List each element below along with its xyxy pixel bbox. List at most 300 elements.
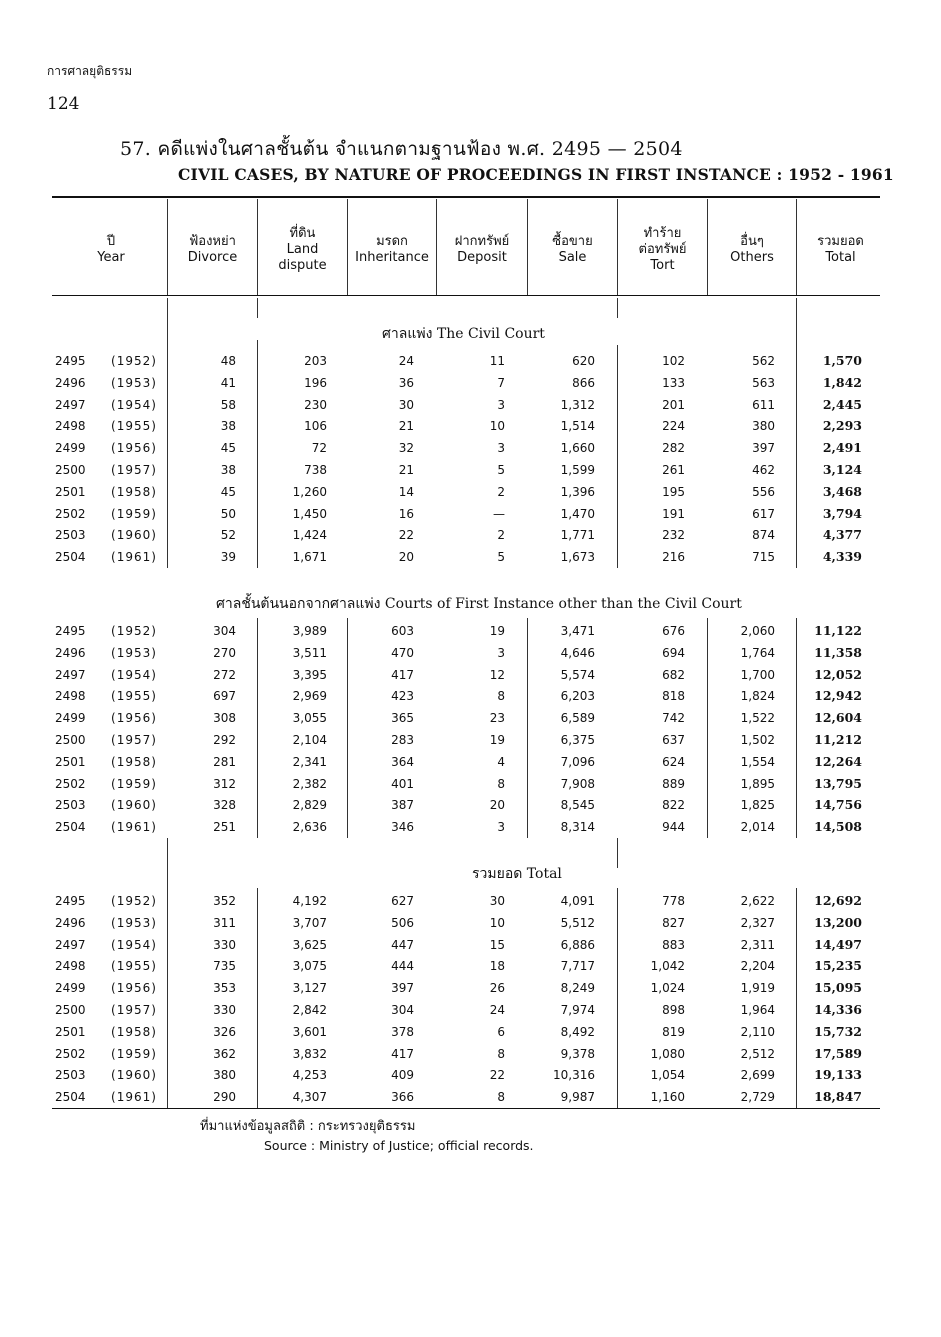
cell-total: 14,756	[814, 797, 862, 813]
cell-divorce: 697	[213, 689, 236, 704]
cell-others: 2,512	[740, 1046, 775, 1061]
cell-deposit: 8	[497, 776, 505, 791]
cell-others: 2,729	[740, 1090, 775, 1105]
cell-inheritance: 16	[398, 506, 414, 521]
cell-inheritance: 397	[391, 981, 414, 996]
header-others-thai: อื่นๆ	[740, 234, 764, 249]
cell-deposit: 3	[497, 441, 505, 456]
table-row	[0, 955, 941, 977]
cell-inheritance: 378	[391, 1024, 414, 1039]
cell-divorce: 328	[213, 798, 236, 813]
cell-others: 1,919	[740, 981, 775, 996]
table-row	[0, 890, 941, 912]
cell-others: 2,327	[740, 915, 775, 930]
cell-total: 12,942	[814, 688, 862, 704]
header-deposit-english: Deposit	[457, 250, 507, 265]
header-tort-thai-line2: ต่อทรัพย์	[638, 242, 687, 257]
table-row	[0, 1064, 941, 1086]
cell-divorce: 292	[213, 733, 236, 747]
cell-sale: 5,574	[560, 667, 595, 682]
table-row	[0, 481, 941, 503]
cell-total: 3,124	[822, 462, 862, 477]
cell-year: 2498	[55, 419, 86, 434]
cell-inheritance: 283	[391, 733, 414, 747]
cell-inheritance: 304	[391, 1003, 414, 1017]
cell-land-dispute: 738	[304, 463, 327, 477]
cell-ce-year: (1957)	[111, 733, 157, 747]
cell-year: 2496	[55, 645, 86, 660]
cell-total: 15,732	[814, 1023, 862, 1039]
cell-total: 13,795	[814, 775, 862, 791]
cell-others: 562	[752, 354, 775, 368]
cell-sale: 6,589	[560, 711, 595, 726]
cell-year: 2495	[55, 894, 86, 908]
table-row	[0, 437, 941, 459]
cell-deposit: 24	[489, 1003, 505, 1017]
cell-land-dispute: 3,127	[292, 981, 327, 996]
cell-year: 2495	[55, 624, 86, 638]
cell-tort: 1,054	[650, 1068, 685, 1083]
cell-tort: 818	[662, 689, 685, 704]
cell-tort: 102	[662, 354, 685, 368]
cell-ce-year: (1952)	[111, 894, 157, 908]
cell-deposit: 2	[497, 528, 505, 543]
cell-sale: 1,673	[560, 550, 595, 565]
cell-tort: 827	[662, 915, 685, 930]
cell-land-dispute: 3,055	[292, 711, 327, 726]
cell-divorce: 270	[213, 645, 236, 660]
cell-tort: 1,042	[650, 959, 685, 974]
section-title-other-courts: ศาลชั้นต้นนอกจากศาลแพ่ง Courts of First Instance other than the Civil Court	[216, 596, 742, 612]
cell-ce-year: (1960)	[111, 1068, 157, 1083]
cell-year: 2498	[55, 689, 86, 704]
cell-year: 2500	[55, 733, 86, 747]
cell-deposit: 19	[489, 624, 505, 638]
cell-sale: 1,599	[560, 463, 595, 477]
cell-land-dispute: 72	[311, 441, 327, 456]
cell-year: 2501	[55, 1024, 86, 1039]
cell-divorce: 281	[213, 754, 236, 769]
cell-tort: 624	[662, 754, 685, 769]
cell-year: 2502	[55, 506, 86, 521]
cell-others: 617	[752, 506, 775, 521]
table-row	[0, 999, 941, 1021]
table-row	[0, 773, 941, 795]
cell-total: 11,358	[814, 644, 862, 660]
cell-others: 2,014	[740, 820, 775, 835]
cell-land-dispute: 1,260	[292, 484, 327, 499]
cell-year: 2495	[55, 354, 86, 368]
cell-sale: 3,471	[560, 624, 595, 638]
table-row	[0, 394, 941, 416]
header-year-thai: ปี	[106, 234, 116, 249]
cell-sale: 8,545	[560, 798, 595, 813]
cell-sale: 8,314	[560, 820, 595, 835]
header-land-dispute	[258, 210, 347, 290]
cell-total: 1,842	[822, 374, 862, 390]
cell-divorce: 353	[213, 981, 236, 996]
cell-inheritance: 14	[398, 484, 414, 499]
cell-others: 1,825	[740, 798, 775, 813]
cell-tort: 261	[662, 463, 685, 477]
cell-year: 2496	[55, 375, 86, 390]
cell-divorce: 304	[213, 624, 236, 638]
source-note-thai: ที่มาแห่งข้อมูลสถิติ : กระทรวงยุติธรรม	[200, 1119, 416, 1134]
header-inheritance	[348, 210, 436, 290]
cell-ce-year: (1957)	[111, 463, 157, 477]
cell-tort: 742	[662, 711, 685, 726]
cell-deposit: 3	[497, 820, 505, 835]
cell-deposit: 30	[489, 894, 505, 908]
cell-year: 2499	[55, 981, 86, 996]
cell-divorce: 58	[220, 397, 236, 412]
cell-tort: 1,024	[650, 981, 685, 996]
cell-year: 2504	[55, 550, 86, 565]
cell-sale: 5,512	[560, 915, 595, 930]
column-divider	[617, 298, 618, 318]
cell-tort: 195	[662, 484, 685, 499]
cell-ce-year: (1958)	[111, 754, 157, 769]
cell-others: 2,110	[740, 1024, 775, 1039]
cell-inheritance: 346	[391, 820, 414, 835]
cell-others: 462	[752, 463, 775, 477]
cell-total: 14,497	[814, 936, 862, 952]
cell-total: 12,692	[814, 893, 862, 908]
cell-inheritance: 506	[391, 915, 414, 930]
header-total-english: Total	[825, 250, 856, 265]
cell-total: 13,200	[814, 914, 862, 930]
cell-tort: 778	[662, 894, 685, 908]
cell-inheritance: 21	[398, 419, 414, 434]
cell-others: 1,895	[740, 776, 775, 791]
cell-sale: 4,091	[560, 894, 595, 908]
cell-tort: 889	[662, 776, 685, 791]
cell-land-dispute: 3,707	[292, 915, 327, 930]
cell-others: 1,502	[740, 733, 775, 747]
cell-inheritance: 32	[398, 441, 414, 456]
cell-divorce: 251	[213, 820, 236, 835]
cell-year: 2502	[55, 776, 86, 791]
cell-others: 1,964	[740, 1003, 775, 1017]
table-row	[0, 707, 941, 729]
cell-divorce: 330	[213, 937, 236, 952]
source-note-english: Source : Ministry of Justice; official records.	[264, 1138, 534, 1153]
cell-land-dispute: 196	[304, 375, 327, 390]
cell-total: 4,377	[822, 527, 862, 543]
cell-land-dispute: 4,253	[292, 1068, 327, 1083]
cell-ce-year: (1953)	[111, 645, 157, 660]
cell-total: 14,508	[814, 819, 862, 835]
header-sale	[528, 210, 617, 290]
table-row	[0, 372, 941, 394]
table-row	[0, 751, 941, 773]
header-others-english: Others	[730, 250, 774, 265]
cell-deposit: 12	[489, 667, 505, 682]
cell-others: 874	[752, 528, 775, 543]
cell-year: 2497	[55, 397, 86, 412]
cell-year: 2503	[55, 798, 86, 813]
cell-land-dispute: 1,450	[292, 506, 327, 521]
cell-total: 11,122	[814, 623, 862, 638]
cell-ce-year: (1957)	[111, 1003, 157, 1017]
cell-land-dispute: 1,671	[292, 550, 327, 565]
cell-inheritance: 387	[391, 798, 414, 813]
cell-land-dispute: 2,842	[292, 1003, 327, 1017]
cell-ce-year: (1954)	[111, 397, 157, 412]
cell-tort: 819	[662, 1024, 685, 1039]
cell-deposit: 4	[497, 754, 505, 769]
cell-ce-year: (1952)	[111, 354, 157, 368]
cell-sale: 4,646	[560, 645, 595, 660]
cell-total: 11,212	[814, 732, 862, 747]
cell-land-dispute: 4,192	[292, 894, 327, 908]
cell-ce-year: (1956)	[111, 711, 157, 726]
cell-inheritance: 22	[398, 528, 414, 543]
cell-inheritance: 417	[391, 1046, 414, 1061]
table-header-rule	[52, 295, 880, 296]
cell-sale: 7,717	[560, 959, 595, 974]
cell-tort: 201	[662, 397, 685, 412]
cell-total: 3,794	[822, 505, 862, 521]
cell-total: 15,235	[814, 958, 862, 974]
header-inheritance-english: Inheritance	[355, 250, 429, 265]
cell-others: 2,311	[740, 937, 775, 952]
cell-deposit: 22	[489, 1068, 505, 1083]
cell-deposit: 23	[489, 711, 505, 726]
cell-tort: 944	[662, 820, 685, 835]
table-row	[0, 350, 941, 372]
cell-divorce: 38	[220, 419, 236, 434]
cell-total: 2,293	[822, 418, 862, 434]
cell-others: 2,699	[740, 1068, 775, 1083]
cell-sale: 1,660	[560, 441, 595, 456]
cell-divorce: 326	[213, 1024, 236, 1039]
cell-others: 715	[752, 550, 775, 565]
cell-tort: 898	[662, 1003, 685, 1017]
cell-total: 14,336	[814, 1002, 862, 1017]
cell-ce-year: (1961)	[111, 550, 157, 565]
cell-year: 2499	[55, 711, 86, 726]
cell-ce-year: (1953)	[111, 375, 157, 390]
cell-divorce: 362	[213, 1046, 236, 1061]
cell-sale: 1,312	[560, 397, 595, 412]
cell-year: 2499	[55, 441, 86, 456]
cell-tort: 282	[662, 441, 685, 456]
cell-land-dispute: 3,601	[292, 1024, 327, 1039]
cell-sale: 7,096	[560, 754, 595, 769]
cell-year: 2504	[55, 820, 86, 835]
cell-inheritance: 364	[391, 754, 414, 769]
header-divorce-thai: ฟ้องหย่า	[189, 234, 236, 249]
cell-land-dispute: 3,511	[292, 645, 327, 660]
header-year	[55, 210, 167, 290]
cell-ce-year: (1959)	[111, 1046, 157, 1061]
cell-deposit: 3	[497, 397, 505, 412]
cell-sale: 1,514	[560, 419, 595, 434]
cell-divorce: 290	[213, 1090, 236, 1105]
cell-land-dispute: 3,625	[292, 937, 327, 952]
cell-year: 2503	[55, 528, 86, 543]
table-row	[0, 1043, 941, 1065]
header-inheritance-thai: มรดก	[376, 234, 408, 249]
table-title-english: CIVIL CASES, BY NATURE OF PROCEEDINGS IN FIRST INSTANCE : 1952 - 1961	[178, 165, 894, 184]
cell-year: 2497	[55, 667, 86, 682]
cell-others: 2,622	[740, 894, 775, 908]
section-title-total: รวมยอด Total	[472, 866, 562, 882]
cell-inheritance: 21	[398, 463, 414, 477]
cell-total: 2,491	[822, 440, 862, 456]
cell-tort: 694	[662, 645, 685, 660]
cell-tort: 216	[662, 550, 685, 565]
table-row	[0, 503, 941, 525]
cell-deposit: 11	[489, 354, 505, 368]
cell-total: 17,589	[814, 1045, 862, 1061]
cell-land-dispute: 3,832	[292, 1046, 327, 1061]
cell-ce-year: (1955)	[111, 959, 157, 974]
cell-ce-year: (1960)	[111, 798, 157, 813]
cell-sale: 1,771	[560, 528, 595, 543]
column-divider	[257, 298, 258, 318]
cell-land-dispute: 2,382	[292, 776, 327, 791]
cell-total: 2,445	[822, 396, 862, 412]
cell-tort: 883	[662, 937, 685, 952]
cell-divorce: 39	[220, 550, 236, 565]
table-row	[0, 459, 941, 481]
cell-divorce: 272	[213, 667, 236, 682]
cell-divorce: 330	[213, 1003, 236, 1017]
cell-year: 2501	[55, 754, 86, 769]
cell-total: 12,604	[814, 710, 862, 726]
cell-deposit: 8	[497, 1046, 505, 1061]
header-others	[708, 210, 796, 290]
header-deposit	[437, 210, 527, 290]
cell-divorce: 308	[213, 711, 236, 726]
cell-land-dispute: 3,395	[292, 667, 327, 682]
cell-tort: 822	[662, 798, 685, 813]
cell-divorce: 380	[213, 1068, 236, 1083]
cell-land-dispute: 203	[304, 354, 327, 368]
cell-others: 380	[752, 419, 775, 434]
cell-sale: 866	[572, 375, 595, 390]
cell-deposit: —	[493, 506, 505, 521]
cell-others: 563	[752, 375, 775, 390]
cell-sale: 6,375	[560, 733, 595, 747]
cell-land-dispute: 1,424	[292, 528, 327, 543]
cell-inheritance: 366	[391, 1090, 414, 1105]
cell-ce-year: (1961)	[111, 1090, 157, 1105]
cell-total: 19,133	[814, 1067, 862, 1083]
cell-others: 397	[752, 441, 775, 456]
cell-others: 1,522	[740, 711, 775, 726]
cell-sale: 10,316	[553, 1068, 595, 1083]
cell-sale: 7,974	[560, 1003, 595, 1017]
cell-land-dispute: 4,307	[292, 1090, 327, 1105]
cell-deposit: 7	[497, 375, 505, 390]
cell-tort: 232	[662, 528, 685, 543]
cell-total: 12,052	[814, 666, 862, 682]
cell-total: 4,339	[822, 549, 862, 565]
cell-deposit: 8	[497, 689, 505, 704]
cell-total: 3,468	[822, 483, 862, 499]
cell-year: 2500	[55, 463, 86, 477]
table-row	[0, 546, 941, 568]
table-row	[0, 816, 941, 838]
cell-land-dispute: 106	[304, 419, 327, 434]
cell-inheritance: 470	[391, 645, 414, 660]
cell-land-dispute: 2,104	[292, 733, 327, 747]
cell-inheritance: 20	[398, 550, 414, 565]
cell-ce-year: (1959)	[111, 506, 157, 521]
table-top-rule	[52, 196, 880, 198]
header-divorce	[168, 210, 257, 290]
cell-tort: 637	[662, 733, 685, 747]
cell-year: 2498	[55, 959, 86, 974]
cell-inheritance: 603	[391, 624, 414, 638]
cell-inheritance: 30	[398, 397, 414, 412]
cell-ce-year: (1958)	[111, 484, 157, 499]
table-row	[0, 620, 941, 642]
header-total	[797, 210, 884, 290]
cell-year: 2504	[55, 1090, 86, 1105]
page-number: 124	[47, 94, 80, 114]
section-title-civil-court: ศาลแพ่ง The Civil Court	[382, 326, 545, 342]
cell-year: 2501	[55, 484, 86, 499]
header-land-thai: ที่ดิน	[289, 226, 316, 241]
table-row	[0, 642, 941, 664]
header-divorce-english: Divorce	[187, 250, 238, 265]
cell-total: 18,847	[814, 1089, 862, 1105]
cell-land-dispute: 3,075	[292, 959, 327, 974]
cell-others: 611	[752, 397, 775, 412]
cell-inheritance: 627	[391, 894, 414, 908]
cell-sale: 9,378	[560, 1046, 595, 1061]
cell-land-dispute: 2,829	[292, 798, 327, 813]
header-tort-english: Tort	[650, 258, 675, 273]
cell-ce-year: (1955)	[111, 689, 157, 704]
cell-total: 15,095	[814, 980, 862, 996]
cell-deposit: 3	[497, 645, 505, 660]
table-row	[0, 685, 941, 707]
cell-others: 1,824	[740, 689, 775, 704]
cell-ce-year: (1961)	[111, 820, 157, 835]
cell-ce-year: (1960)	[111, 528, 157, 543]
cell-inheritance: 401	[391, 776, 414, 791]
cell-deposit: 5	[497, 550, 505, 565]
header-sale-english: Sale	[558, 250, 587, 265]
cell-total: 1,570	[822, 353, 862, 368]
cell-ce-year: (1956)	[111, 981, 157, 996]
table-row	[0, 977, 941, 999]
cell-ce-year: (1956)	[111, 441, 157, 456]
cell-divorce: 735	[213, 959, 236, 974]
cell-sale: 6,886	[560, 937, 595, 952]
cell-deposit: 2	[497, 484, 505, 499]
cell-others: 556	[752, 484, 775, 499]
cell-total: 12,264	[814, 753, 862, 769]
table-title-thai: 57. คดีแพ่งในศาลชั้นต้น จำแนกตามฐานฟ้อง พ.ศ. 2495 — 2504	[120, 138, 683, 160]
table-row	[0, 934, 941, 956]
cell-divorce: 311	[213, 915, 236, 930]
running-head: การศาลยุติธรรม	[47, 64, 133, 78]
cell-tort: 224	[662, 419, 685, 434]
table-row	[0, 415, 941, 437]
cell-sale: 1,470	[560, 506, 595, 521]
cell-year: 2496	[55, 915, 86, 930]
cell-divorce: 52	[220, 528, 236, 543]
header-tort	[618, 210, 707, 290]
cell-ce-year: (1954)	[111, 937, 157, 952]
cell-inheritance: 36	[398, 375, 414, 390]
